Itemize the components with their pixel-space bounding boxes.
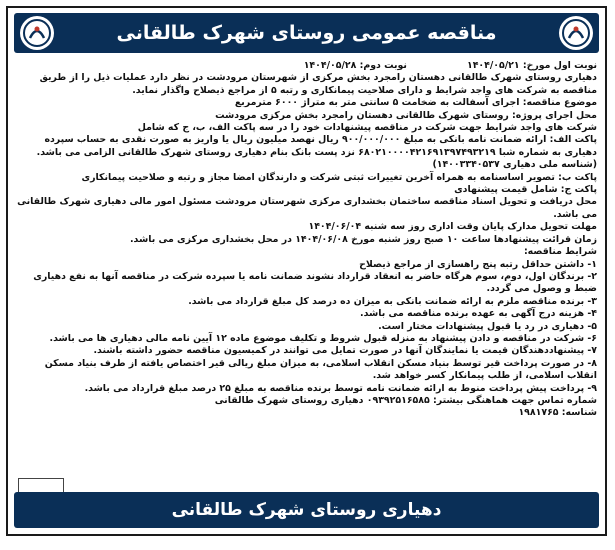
notice-line: ۲- برندگان اول، دوم، سوم هرگاه حاضر به انعقاد قرارداد نشوند ضمانت نامه یا سپرده شرکت در مناقصه آنها به نفع دهیاری ضبط و وصول می گردد.: [33, 270, 597, 295]
notice-line: دهیاری روستای شهرک طالقانی دهستان رامجرد بخش مرکزی از شهرستان مرودشت در نظر دارد عملیات ذیل را از طریق مناقصه به شرکت های واجد شرایط و دارای صلاحیت پیمانکاری و رتبه ۵ از مراجع ذیصلاح واگذار نماید.: [39, 72, 597, 96]
notice-line: ۳- برنده مناقصه ملزم به ارائه ضمانت بانکی به میزان ده درصد کل مبلغ قرارداد می باشد.: [188, 295, 597, 307]
notice-body: [14, 60, 597, 484]
notice-page: [6, 6, 607, 536]
publication-dates: [14, 60, 597, 72]
emblem-logo: [559, 16, 593, 50]
notice-title: مناقصه عمومی روستای شهرک طالقانی: [116, 22, 497, 44]
second-date: نوبت دوم: ۱۴۰۴/۰۵/۲۸: [303, 60, 407, 71]
notice-line: ۶- شرکت در مناقصه و دادن پیشنهاد به منزله قبول شروط و تکلیف موضوع ماده ۱۲ آیین نامه مالی دهیاری ها می باشد.: [49, 332, 597, 344]
notice-line: ۴- هزینه درج آگهی به عهده برنده مناقصه می باشد.: [360, 308, 597, 320]
notice-line: شناسه: ۱۹۸۱۷۶۵: [518, 407, 597, 419]
notice-text: [14, 72, 597, 419]
notice-line: شرایط مناقصه:: [523, 246, 597, 258]
notice-line: شرکت های واجد شرایط جهت شرکت در مناقصه پیشنهادات خود را در سه پاکت الف، ب، ج که شامل: [137, 122, 597, 134]
issuer-name: دهیاری روستای شهرک طالقانی: [171, 500, 442, 520]
notice-line: محل دریافت و تحویل اسناد مناقصه ساختمان بخشداری مرکزی شهرستان مرودشت مسئول امور مالی دهیاری شهرک طالقانی می باشد.: [17, 196, 597, 220]
notice-line: موضوع مناقصه: اجرای آسفالت به ضخامت ۵ سانتی متر به متراژ ۶۰۰۰ مترمربع: [234, 97, 597, 109]
header-banner: [14, 13, 599, 53]
notice-line: ۵- دهیاری در رد یا قبول پیشنهادات مختار است.: [378, 320, 597, 332]
notice-line: محل اجرای پروژه: روستای شهرک طالقانی دهستان رامجرد بخش مرکزی مرودشت: [215, 109, 597, 121]
first-date: نوبت اول مورخ: ۱۴۰۴/۰۵/۲۱: [466, 60, 597, 71]
notice-line: ۷- پیشنهاددهندگان قیمت یا نمایندگان آنها در صورت تمایل می توانند در کمیسیون مناقصه حضور داشته باشند.: [93, 345, 597, 357]
notice-line: ۹- پرداخت پیش پرداخت منوط به ارائه ضمانت نامه توسط برنده مناقصه به مبلغ ۲۵ درصد مبلغ قرارداد می باشد.: [84, 382, 597, 394]
notice-line: پاکت ج: شامل قیمت پیشنهادی: [454, 184, 597, 196]
notice-line: ۸- در صورت پرداخت قیر توسط بنیاد مسکن انقلاب اسلامی، به میزان مبلغ ریالی قیر اختصاص یافته از طرف بنیاد مسکن انقلاب اسلامی، از طلب پیمانکار کسر خواهد شد.: [44, 357, 597, 382]
notice-line: مهلت تحویل مدارک پایان وقت اداری روز سه شنبه ۱۴۰۴/۰۶/۰۴: [308, 221, 597, 233]
footer-banner: [14, 492, 599, 528]
notice-line: پاکت الف: ارائه ضمانت نامه بانکی به مبلغ ۹۰۰/۰۰۰/۰۰۰ ریال نهصد میلیون ریال یا واریز به صورت نقدی به حساب سپرده دهیاری به شماره شبا ۶۸۰۲۱۰۰۰۰۴۲۱۶۹۱۳۹۷۴۹۳۲۱۹ نزد پست بانک بنام دهیاری روستای شهرک طالقانی الزامی می باشد. (شناسه ملی دهیاری ۱۴۰۰۳۳۴۰۵۳۷): [36, 134, 597, 171]
notice-line: زمان قرائت پیشنهادها ساعت ۱۰ صبح روز شنبه مورخ ۱۴۰۴/۰۶/۰۸ در محل بخشداری مرکزی می باشد.: [130, 233, 597, 245]
notice-line: پاکت ب: تصویر اساسنامه به همراه آخرین تغییرات ثبتی شرکت و دارندگان امضا مجاز و رتبه و صلاحیت پیمانکاری: [81, 171, 597, 183]
notice-line: شماره تماس جهت هماهنگی بیشتر: ۰۹۳۹۲۵۱۶۵۸۵ دهیاری روستای شهرک طالقانی: [214, 394, 597, 406]
notice-line: ۱- داشتن حداقل رتبه پنج راهسازی از مراجع ذیصلاح: [359, 258, 597, 270]
emblem-logo: [20, 16, 54, 50]
